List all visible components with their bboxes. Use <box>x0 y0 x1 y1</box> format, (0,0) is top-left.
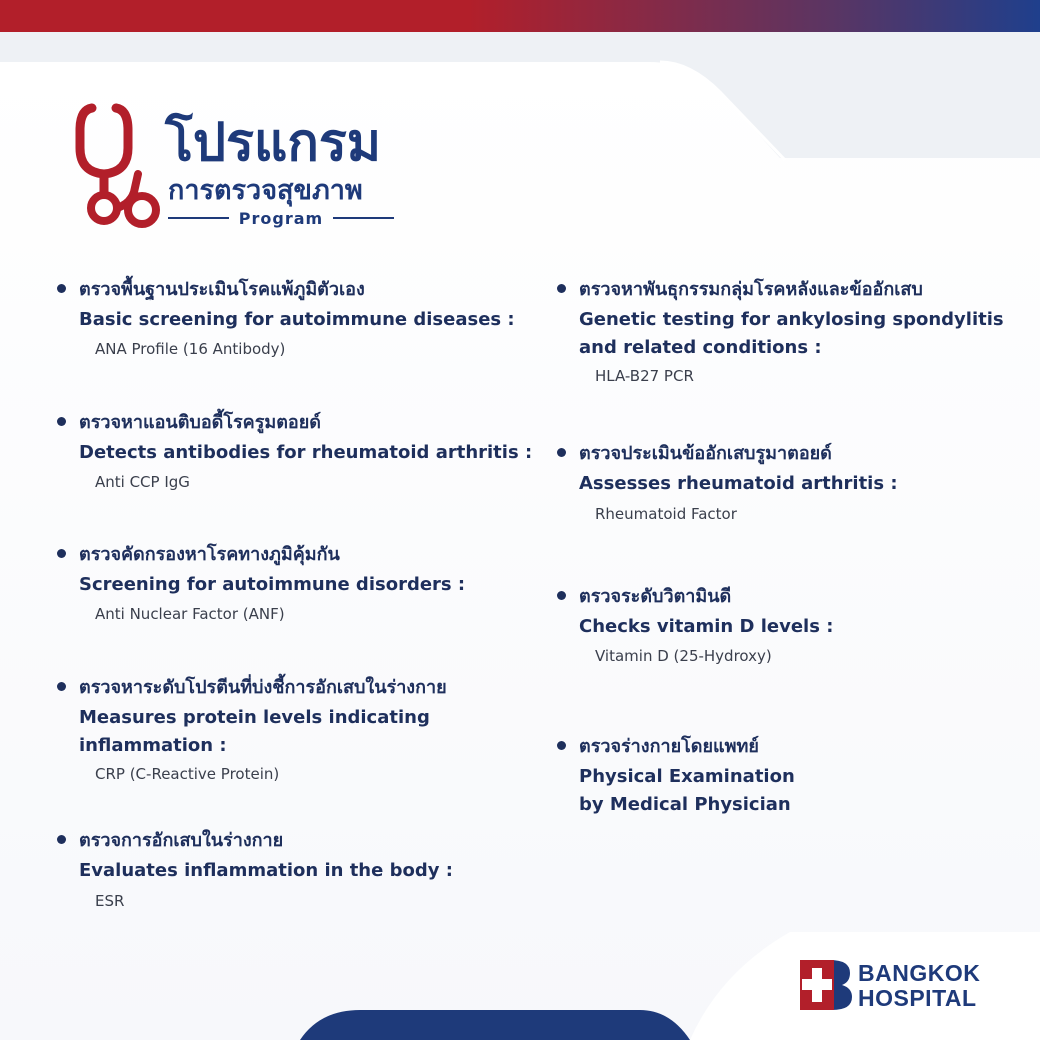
program-label: Program <box>238 208 324 228</box>
item-title-en: Measures protein levels indicating inflammation : <box>79 707 430 756</box>
item-title-en: Assesses rheumatoid arthritis : <box>579 473 898 494</box>
item-title-en: Detects antibodies for rheumatoid arthritis : <box>79 442 533 463</box>
item-title-en: Evaluates inflammation in the body : <box>79 860 453 881</box>
item-title-en: Checks vitamin D levels : <box>579 616 834 637</box>
item-title-th: ตรวจหาระดับโปรตีนที่บ่งชี้การอักเสบในร่างกาย <box>79 677 447 698</box>
item-test-name: ANA Profile (16 Antibody) <box>95 340 286 358</box>
stethoscope-icon <box>72 100 172 230</box>
top-gradient-bar <box>0 0 1040 32</box>
item-test-name: Anti CCP IgG <box>95 473 190 491</box>
item-title-th: ตรวจร่างกายโดยแพทย์ <box>579 736 759 757</box>
item-title-th: ตรวจหาแอนติบอดี้โรครูมตอยด์ <box>79 412 321 433</box>
bullet-icon <box>57 835 66 844</box>
page-subtitle: การตรวจสุขภาพ <box>168 175 363 206</box>
bangkok-hospital-logo-icon <box>800 960 852 1010</box>
program-label-row <box>168 206 394 230</box>
item-title-th: ตรวจการอักเสบในร่างกาย <box>79 830 284 851</box>
divider-left <box>168 217 229 219</box>
bullet-icon <box>57 284 66 293</box>
item-title-en: Screening for autoimmune disorders : <box>79 574 466 595</box>
bullet-icon <box>57 549 66 558</box>
item-test-name: Anti Nuclear Factor (ANF) <box>95 605 285 623</box>
item-test-name: HLA-B27 PCR <box>595 367 694 385</box>
brand-name-line1: BANGKOK <box>858 960 981 986</box>
bullet-icon <box>557 448 566 457</box>
item-title-en: Genetic testing for ankylosing spondylitis and related conditions : <box>579 309 1004 358</box>
item-test-name: CRP (C-Reactive Protein) <box>95 765 280 783</box>
divider-right <box>333 217 394 219</box>
bullet-icon <box>557 284 566 293</box>
item-title-en: Basic screening for autoimmune diseases : <box>79 309 515 330</box>
item-title-th: ตรวจพื้นฐานประเมินโรคแพ้ภูมิตัวเอง <box>79 279 365 300</box>
page-title: โปรแกรม <box>165 113 382 173</box>
item-test-name: Rheumatoid Factor <box>595 505 737 523</box>
item-title-th: ตรวจหาพันธุกรรมกลุ่มโรคหลังและข้ออักเสบ <box>579 279 923 300</box>
item-test-name: Vitamin D (25-Hydroxy) <box>595 647 772 665</box>
brand-name-line2: HOSPITAL <box>858 985 977 1011</box>
bullet-icon <box>557 591 566 600</box>
hospital-logo <box>800 958 1010 1012</box>
item-test-name: ESR <box>95 892 125 910</box>
item-title-th: ตรวจคัดกรองหาโรคทางภูมิคุ้มกัน <box>79 544 340 565</box>
bullet-icon <box>557 741 566 750</box>
item-title-th: ตรวจประเมินข้ออักเสบรูมาตอยด์ <box>579 443 832 464</box>
bullet-icon <box>57 682 66 691</box>
item-title-en: Physical Examination by Medical Physician <box>579 766 795 815</box>
bullet-icon <box>57 417 66 426</box>
item-title-th: ตรวจระดับวิตามินดี <box>579 586 732 607</box>
